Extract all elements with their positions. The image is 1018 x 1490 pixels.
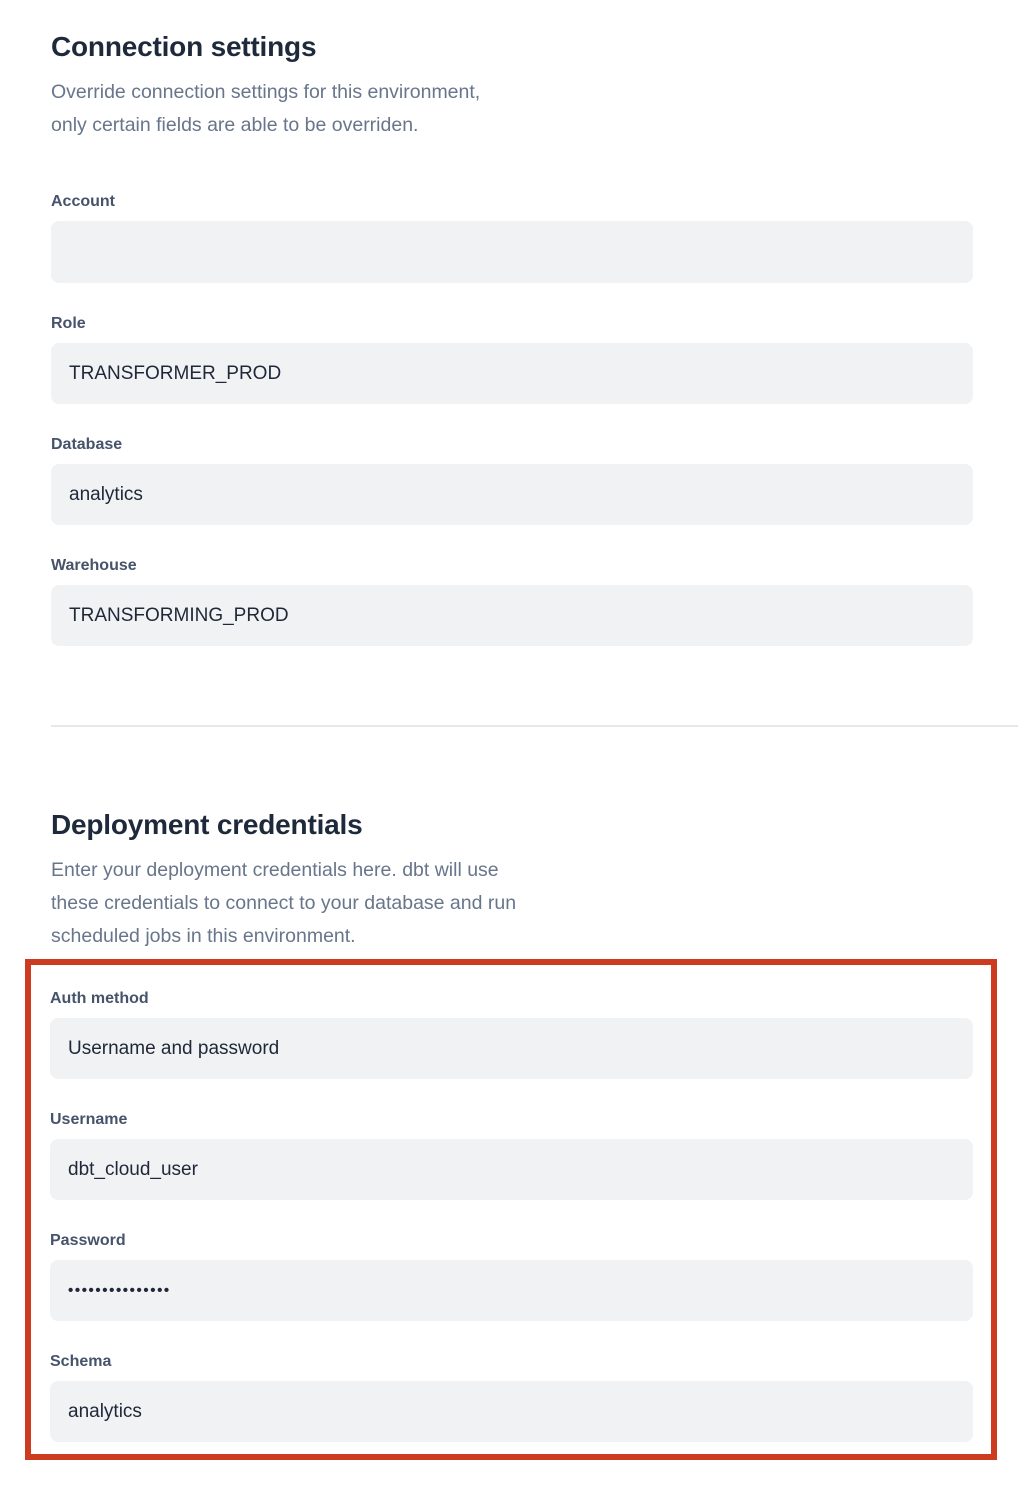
connection-settings-title: Connection settings [51,31,317,62]
subtitle-line: only certain fields are able to be overriden. [51,114,419,136]
password-input[interactable]: ••••••••••••••• [50,1260,973,1321]
section-divider [51,725,1018,727]
schema-input[interactable]: analytics [50,1381,973,1442]
role-label: Role [51,315,86,332]
database-field-group [51,435,973,525]
connection-settings-section [0,0,1018,646]
deployment-credentials-header [0,808,1018,953]
deployment-credentials-section [0,808,1018,1460]
account-input[interactable] [51,221,973,283]
auth-method-field-group [50,989,973,1079]
warehouse-field-group [51,556,973,646]
database-input[interactable]: analytics [51,464,973,525]
password-label: Password [50,1232,126,1249]
subtitle-line: scheduled jobs in this environment. [51,925,356,947]
warehouse-label: Warehouse [51,557,137,574]
warehouse-input[interactable]: TRANSFORMING_PROD [51,585,973,646]
subtitle-line: Override connection settings for this environment, [51,81,481,103]
database-label: Database [51,436,123,453]
username-input[interactable]: dbt_cloud_user [50,1139,973,1200]
password-field-group [50,1231,973,1321]
username-label: Username [50,1111,128,1128]
connection-settings-header [0,30,1018,142]
account-field-group [51,192,973,283]
auth-method-label: Auth method [50,990,149,1007]
schema-field-group [50,1352,973,1442]
deployment-credentials-title: Deployment credentials [51,809,363,840]
subtitle-line: Enter your deployment credentials here. dbt will use [51,859,499,881]
schema-label: Schema [50,1353,112,1370]
subtitle-line: these credentials to connect to your database and run [51,892,517,914]
connection-settings-subtitle [51,76,973,142]
deployment-credentials-subtitle [51,854,973,953]
credentials-highlight-box [25,959,997,1460]
auth-method-input[interactable]: Username and password [50,1018,973,1079]
connection-settings-fields [0,192,1018,646]
role-field-group [51,314,973,404]
username-field-group [50,1110,973,1200]
account-label: Account [51,193,115,210]
role-input[interactable]: TRANSFORMER_PROD [51,343,973,404]
